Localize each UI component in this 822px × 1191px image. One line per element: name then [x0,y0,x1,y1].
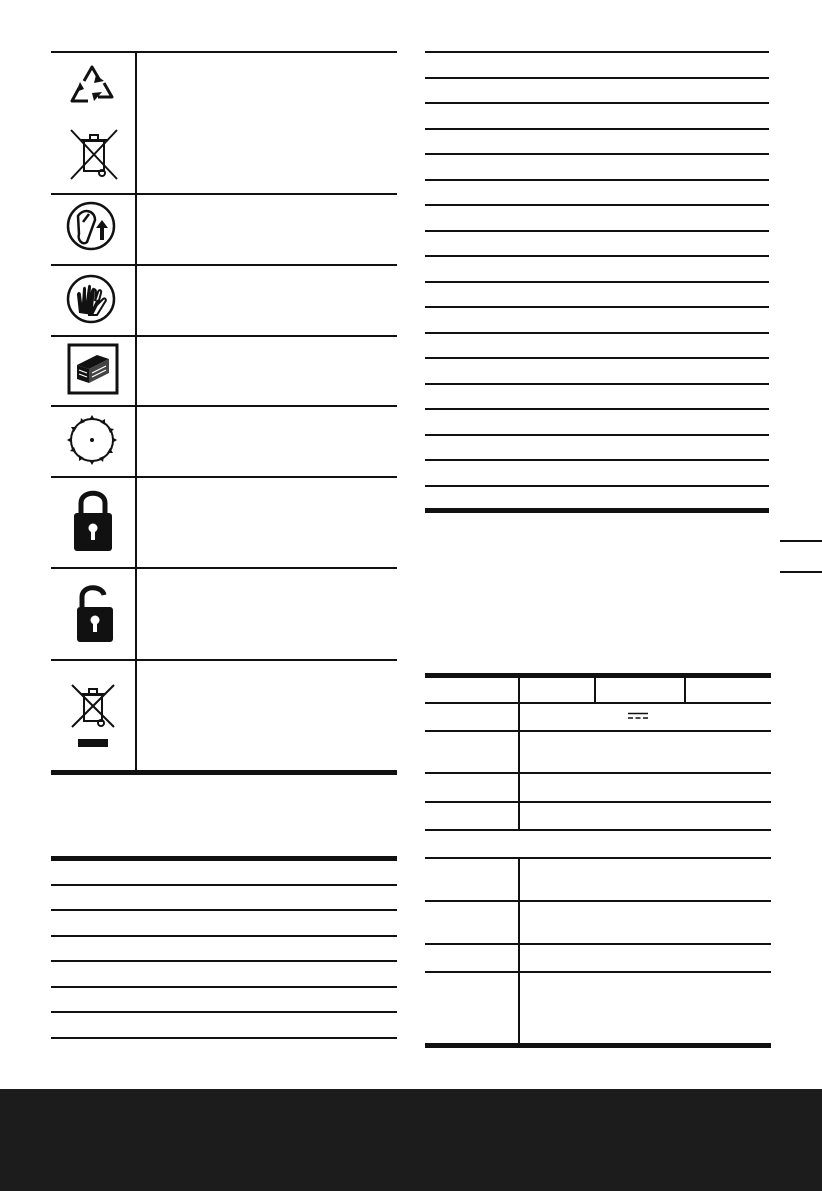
symbol-table-bottom-rule [51,770,397,775]
right-list-rule [425,306,769,308]
left-list-rule [51,909,397,911]
right-list-rule [425,408,769,410]
left-list-rule [51,935,397,937]
spec-row-rule [425,801,771,803]
wood-workpiece-icon [67,343,119,395]
spec-header-divider [594,673,596,703]
left-list-rule [51,1037,397,1039]
symbol-row-rule [51,335,397,337]
side-tab-top-rule [780,540,822,542]
spec-header-divider [518,673,520,703]
side-tab-bottom-rule [780,571,822,573]
recycle-icon [66,61,118,111]
right-list-rule [425,179,769,181]
symbol-row-rule [51,659,397,661]
spec-header-divider [684,673,686,703]
crossed-out-bin-with-bar-icon [69,683,117,749]
spec-row-rule [425,730,771,732]
symbol-row-rule [51,476,397,478]
spec-table-top-rule [425,673,771,678]
left-list-rule [51,1011,397,1013]
right-list-rule [425,281,769,283]
right-list-rule [425,485,769,487]
right-list-rule [425,255,769,257]
lock-closed-icon [73,487,113,553]
symbol-row-rule [51,264,397,266]
right-list-rule [425,102,769,104]
right-list-rule [425,357,769,359]
left-list-rule [51,884,397,886]
spec-label-divider [518,702,520,830]
spec-table-header-rule [425,702,771,704]
right-list-rule [425,230,769,232]
symbol-table-top-rule [51,51,397,53]
dc-current-icon [628,712,648,720]
right-list-rule [425,153,769,155]
crossed-out-bin-icon [68,127,120,182]
spec-table-bottom-rule [425,1043,771,1048]
right-list-rule [425,383,769,385]
spec-row-rule [425,772,771,774]
spec-row-rule [425,829,771,831]
spec-row-rule [425,857,771,859]
wear-gloves-icon [65,273,117,325]
wear-eye-protection-icon [65,200,117,252]
spec-label-divider [518,858,520,1045]
left-list-rule [51,960,397,962]
right-list-rule [425,51,769,53]
footer-band [0,1089,822,1191]
right-list-bottom-rule [425,508,769,513]
symbol-row-rule [51,405,397,407]
right-list-rule [425,332,769,334]
left-list-top-rule [51,856,397,861]
right-list-rule [425,204,769,206]
spec-row-rule [425,943,771,945]
symbol-table-divider [135,51,137,773]
symbol-row-rule [51,193,397,195]
lock-open-icon [76,583,114,643]
left-list-rule [51,986,397,988]
right-list-rule [425,77,769,79]
right-list-rule [425,128,769,130]
spec-row-rule [425,971,771,973]
spec-row-rule [425,900,771,902]
right-list-rule [425,434,769,436]
right-list-rule [425,459,769,461]
symbol-row-rule [51,567,397,569]
saw-blade-icon [65,413,119,467]
